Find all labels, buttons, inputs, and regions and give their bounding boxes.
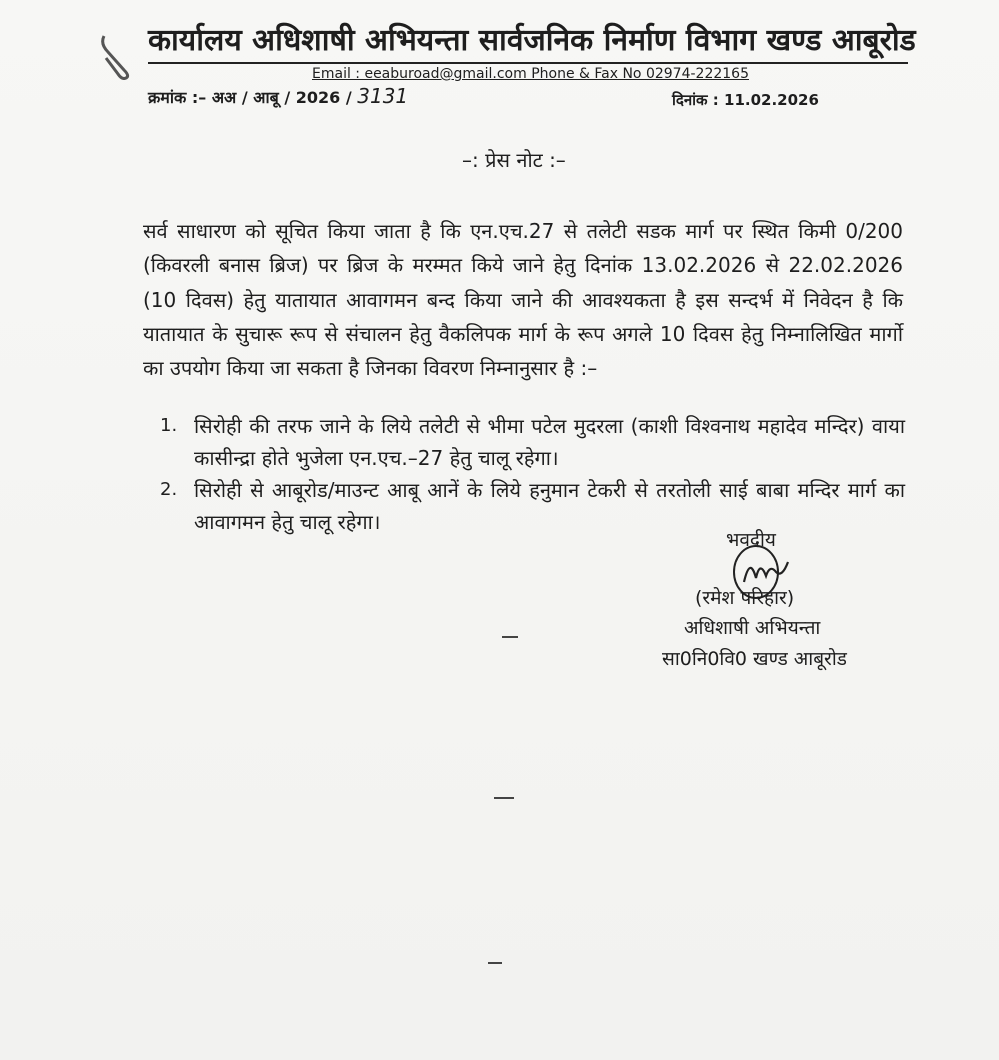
alternate-routes-list <box>160 410 905 538</box>
press-note-title: –: प्रेस नोट :– <box>462 148 566 172</box>
scan-mark <box>502 636 518 638</box>
reference-number <box>148 84 408 108</box>
paper-clip-icon <box>96 30 136 80</box>
scan-mark <box>488 962 502 964</box>
document-date: दिनांक : 11.02.2026 <box>672 91 819 109</box>
signatory-designation: अधिशाषी अभियन्ता <box>684 617 821 639</box>
list-item-number: 2. <box>160 479 178 500</box>
contact-line: Email : eeaburoad@gmail.com Phone & Fax No 02974-222165 <box>312 66 749 82</box>
signatory-office: सा0नि0वि0 खण्ड आबूरोड <box>662 648 847 670</box>
handwritten-reference-number: 3131 <box>357 84 409 108</box>
list-item-text: सिरोही की तरफ जाने के लिये तलेटी से भीमा पटेल मुदरला (काशी विश्वनाथ महादेव मन्दिर) वाया कासीन्द्रा होते भुजेला एन.एच.–27 हेतु चालू रहेगा। <box>194 414 905 470</box>
list-item <box>160 474 905 538</box>
reference-prefix: क्रमांक :– अअ / आबू / 2026 / <box>148 88 358 107</box>
closing-salutation: भवदीय <box>726 529 776 551</box>
list-item-number: 1. <box>160 415 178 436</box>
list-item <box>160 410 905 474</box>
notice-body: सर्व साधारण को सूचित किया जाता है कि एन.एच.27 से तलेटी सडक मार्ग पर स्थित किमी 0/200 (किवरली बनास ब्रिज) पर ब्रिज के मरम्मत किये जाने हेतु दिनांक 13.02.2026 से 22.02.2026 (10 दिवस) हेतु यातायात आवागमन बन्द किया जाने की आवश्यकता है इस सन्दर्भ में निवेदन है कि यातायात के सुचारू रूप से संचालन हेतु वैकलिपक मार्ग के रूप अगले 10 दिवस हेतु निम्नालिखित मार्गो का उपयोग किया जा सकता है जिनका विवरण निम्नानुसार है :– <box>143 219 903 381</box>
office-header-title: कार्यालय अधिशाषी अभियन्ता सार्वजनिक निर्माण विभाग खण्ड आबूरोड <box>148 22 908 64</box>
scan-mark <box>494 797 514 799</box>
signatory-name: (रमेश परिहार) <box>695 587 795 609</box>
list-item-text: सिरोही से आबूरोड/माउन्ट आबू आनें के लिये हनुमान टेकरी से तरतोली साई बाबा मन्दिर मार्ग का आवागमन हेतु चालू रहेगा। <box>194 478 905 534</box>
